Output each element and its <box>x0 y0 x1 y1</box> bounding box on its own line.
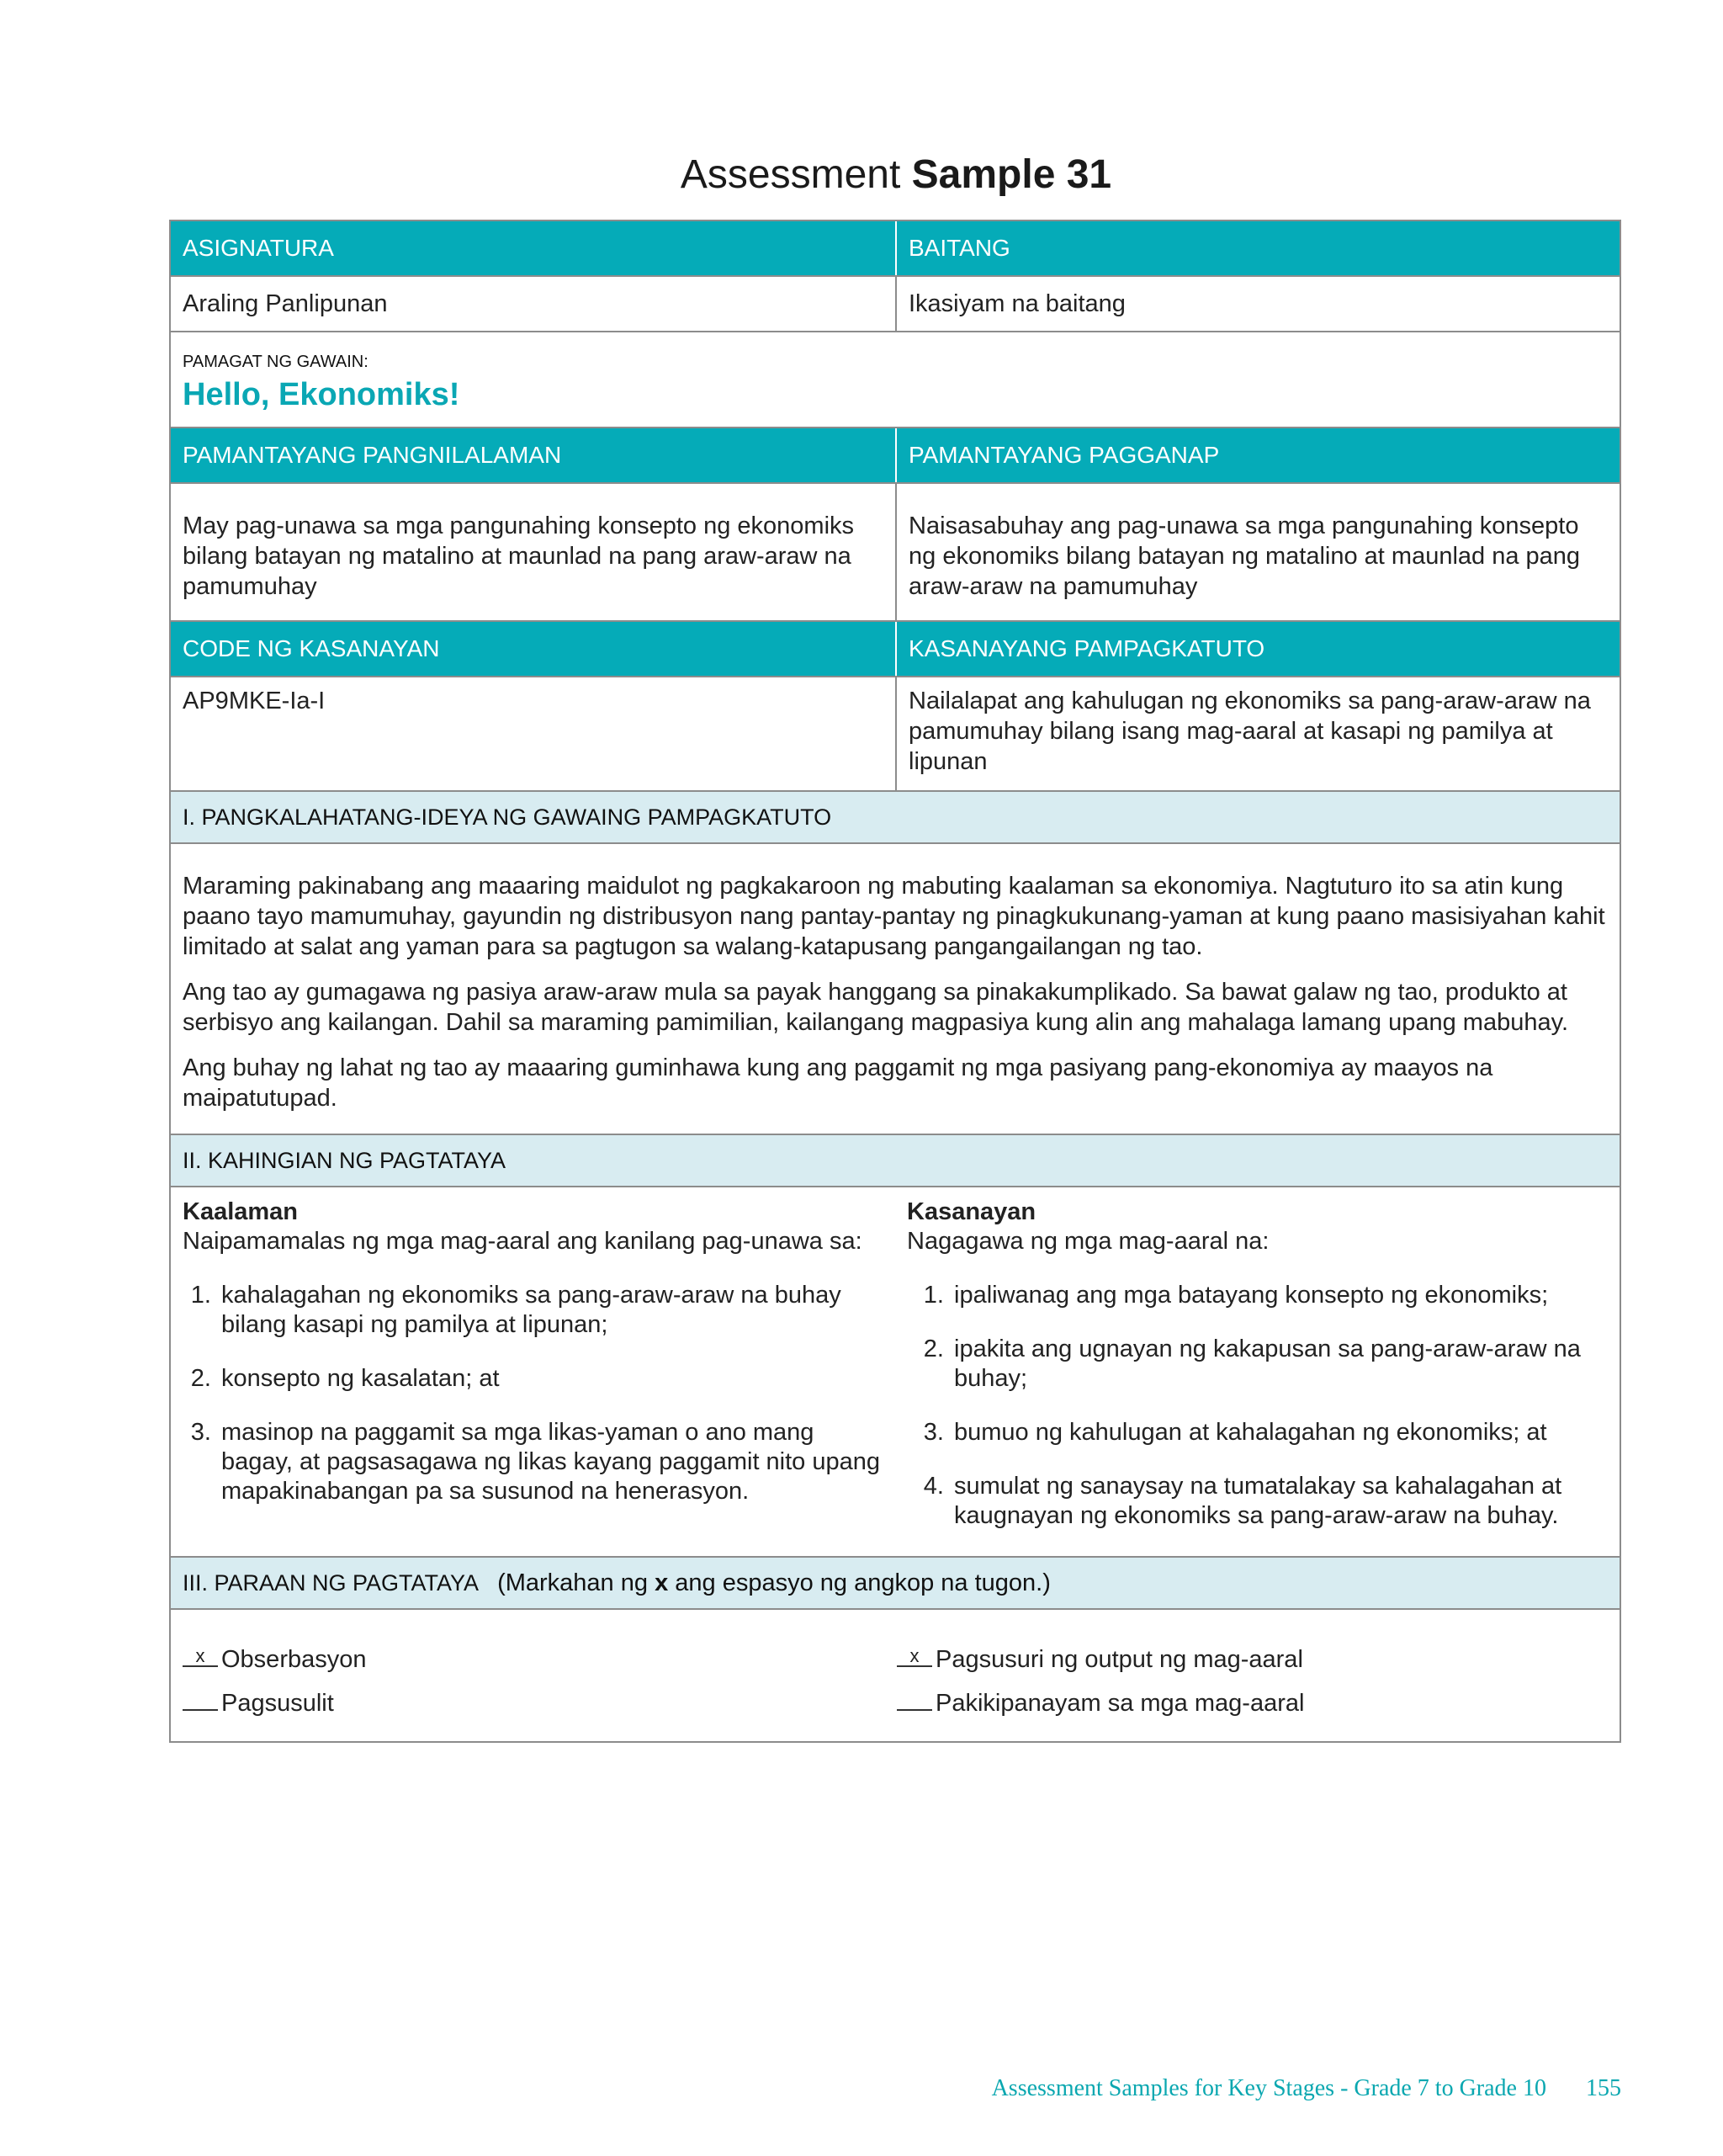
list-item: 2. konsepto ng kasalatan; at <box>218 1364 883 1394</box>
assessment-form <box>169 220 1621 1743</box>
standards-value-row <box>171 484 1620 622</box>
option-observation[interactable] <box>183 1630 893 1674</box>
subject-header-row <box>171 221 1620 277</box>
section-2-title: II. KAHINGIAN NG PAGTATAYA <box>183 1147 506 1173</box>
list-item: 1. ipaliwanag ang mga batayang konsepto ng ekonomiks; <box>951 1281 1608 1310</box>
title-light: Assessment <box>680 152 901 197</box>
section-1-body <box>171 844 1620 1135</box>
knowledge-list <box>183 1281 883 1506</box>
section-2-body <box>171 1187 1620 1558</box>
performance-standard-header: PAMANTAYANG PAGGANAP <box>895 428 1620 482</box>
methods-right-column <box>893 1630 1608 1718</box>
skills-value-row <box>171 677 1620 792</box>
skills-list <box>907 1281 1608 1531</box>
page-number: 155 <box>1586 2075 1621 2101</box>
section-3-title: III. PARAAN NG PAGTATAYA <box>183 1569 480 1596</box>
hint-text-pre: (Markahan ng <box>497 1569 648 1596</box>
methods-left-column <box>183 1630 893 1718</box>
overview-paragraph-1: Maraming pakinabang ang maaaring maidulot ng pagkakaroon ng mabuting kaalaman sa ekonomiya. Nagtuturo ito sa atin kung paano tayo mamumuhay, gayundin ng distribusyon nang pantay-pantay ng pinagkukunang-yaman at kung paano masisiyahan kahit limitado at salat ang yaman para sa pagtugon sa walang-katapusang pangangailangan ng tao. <box>183 873 1605 960</box>
grade-value: Ikasiyam na baitang <box>895 277 1620 331</box>
content-standard-value: May pag-unawa sa mga pangunahing konsepto ng ekonomiks bilang batayan ng matalino at maunlad na pang araw-araw na pamumuhay <box>183 512 855 600</box>
option-label: Pagsusulit <box>221 1690 334 1717</box>
list-item: 1. kahalagahan ng ekonomiks sa pang-araw-araw na buhay bilang kasapi ng pamilya at lipunan; <box>218 1281 883 1340</box>
skills-column <box>895 1187 1620 1556</box>
grade-header: BAITANG <box>895 221 1620 275</box>
option-label: Pakikipanayam sa mga mag-aaral <box>936 1690 1305 1717</box>
option-interview[interactable] <box>897 1674 1608 1718</box>
activity-label: PAMAGAT NG GAWAIN: <box>183 353 368 371</box>
section-3-header <box>171 1558 1620 1610</box>
knowledge-subheading: Kaalaman <box>183 1198 299 1225</box>
hint-mark: x <box>655 1569 669 1596</box>
overview-paragraph-2: Ang tao ay gumagawa ng pasiya araw-araw mula sa payak hanggang sa pinakakumplikado. Sa bawat galaw ng tao, produkto at serbisyo ang kailangan. Dahil sa maraming pamimilian, kailangang magpasiya kung alin ang mahalaga lamang upang mabuhay. <box>183 979 1569 1036</box>
option-output-review[interactable] <box>897 1630 1608 1674</box>
list-item: 3. bumuo ng kahulugan at kahalagahan ng ekonomiks; at <box>951 1418 1608 1447</box>
subject-header: ASIGNATURA <box>183 235 334 261</box>
checkbox-blank[interactable]: x <box>183 1647 218 1667</box>
knowledge-column <box>171 1187 895 1556</box>
section-1-header <box>171 792 1620 844</box>
page-title <box>0 151 1723 198</box>
skills-subheading: Kasanayan <box>907 1198 1036 1225</box>
section-2-header <box>171 1135 1620 1187</box>
skills-header-row <box>171 622 1620 677</box>
performance-standard-value: Naisasabuhay ang pag-unawa sa mga pangunahing konsepto ng ekonomiks bilang batayan ng matalino at maunlad na pang araw-araw na pamumuhay <box>895 484 1620 620</box>
subject-value-row <box>171 277 1620 332</box>
checkbox-blank[interactable] <box>897 1709 932 1711</box>
page-footer <box>976 2075 1621 2102</box>
option-test[interactable] <box>183 1674 893 1718</box>
skill-code-value: AP9MKE-Ia-I <box>183 688 326 714</box>
content-standard-header: PAMANTAYANG PANGNILALAMAN <box>183 442 562 468</box>
overview-paragraph-3: Ang buhay ng lahat ng tao ay maaaring guminhawa kung ang paggamit ng mga pasiyang pang-ekonomiya ay maayos na maipatutupad. <box>183 1054 1493 1112</box>
learning-competency-value: Nailalapat ang kahulugan ng ekonomiks sa pang-araw-araw na pamumuhay bilang isang mag-aaral at kasapi ng pamilya at lipunan <box>895 677 1620 790</box>
activity-title-row <box>171 332 1620 428</box>
footer-text: Assessment Samples for Key Stages - Grade 7 to Grade 10 <box>991 2075 1546 2101</box>
section-3-hint <box>497 1569 1051 1597</box>
section-1-title: I. PANGKALAHATANG-IDEYA NG GAWAING PAMPAGKATUTO <box>183 804 832 830</box>
subject-value: Araling Panlipunan <box>183 289 388 317</box>
checkbox-blank[interactable]: x <box>897 1647 932 1667</box>
list-item: 3. masinop na paggamit sa mga likas-yaman o ano mang bagay, at pagsasagawa ng likas kayang paggamit nito upang mapakinabangan pa sa susunod na henerasyon. <box>218 1418 883 1506</box>
learning-competency-header: KASANAYANG PAMPAGKATUTO <box>895 622 1620 676</box>
standards-header-row <box>171 428 1620 484</box>
knowledge-intro: Naipamamalas ng mga mag-aaral ang kanilang pag-unawa sa: <box>183 1228 862 1255</box>
skill-code-header: CODE NG KASANAYAN <box>183 635 440 661</box>
list-item: 4. sumulat ng sanaysay na tumatalakay sa kahalagahan at kaugnayan ng ekonomiks sa pang-araw-araw na buhay. <box>951 1472 1608 1531</box>
section-3-body <box>171 1610 1620 1741</box>
checkbox-blank[interactable] <box>183 1709 218 1711</box>
skills-intro: Nagagawa ng mga mag-aaral na: <box>907 1228 1270 1255</box>
option-label: Obserbasyon <box>221 1646 367 1673</box>
activity-title: Hello, Ekonomiks! <box>183 377 460 412</box>
hint-text-post: ang espasyo ng angkop na tugon.) <box>675 1569 1051 1596</box>
list-item: 2. ipakita ang ugnayan ng kakapusan sa pang-araw-araw na buhay; <box>951 1335 1608 1394</box>
option-label: Pagsusuri ng output ng mag-aaral <box>936 1646 1303 1673</box>
title-bold: Sample 31 <box>911 152 1112 197</box>
